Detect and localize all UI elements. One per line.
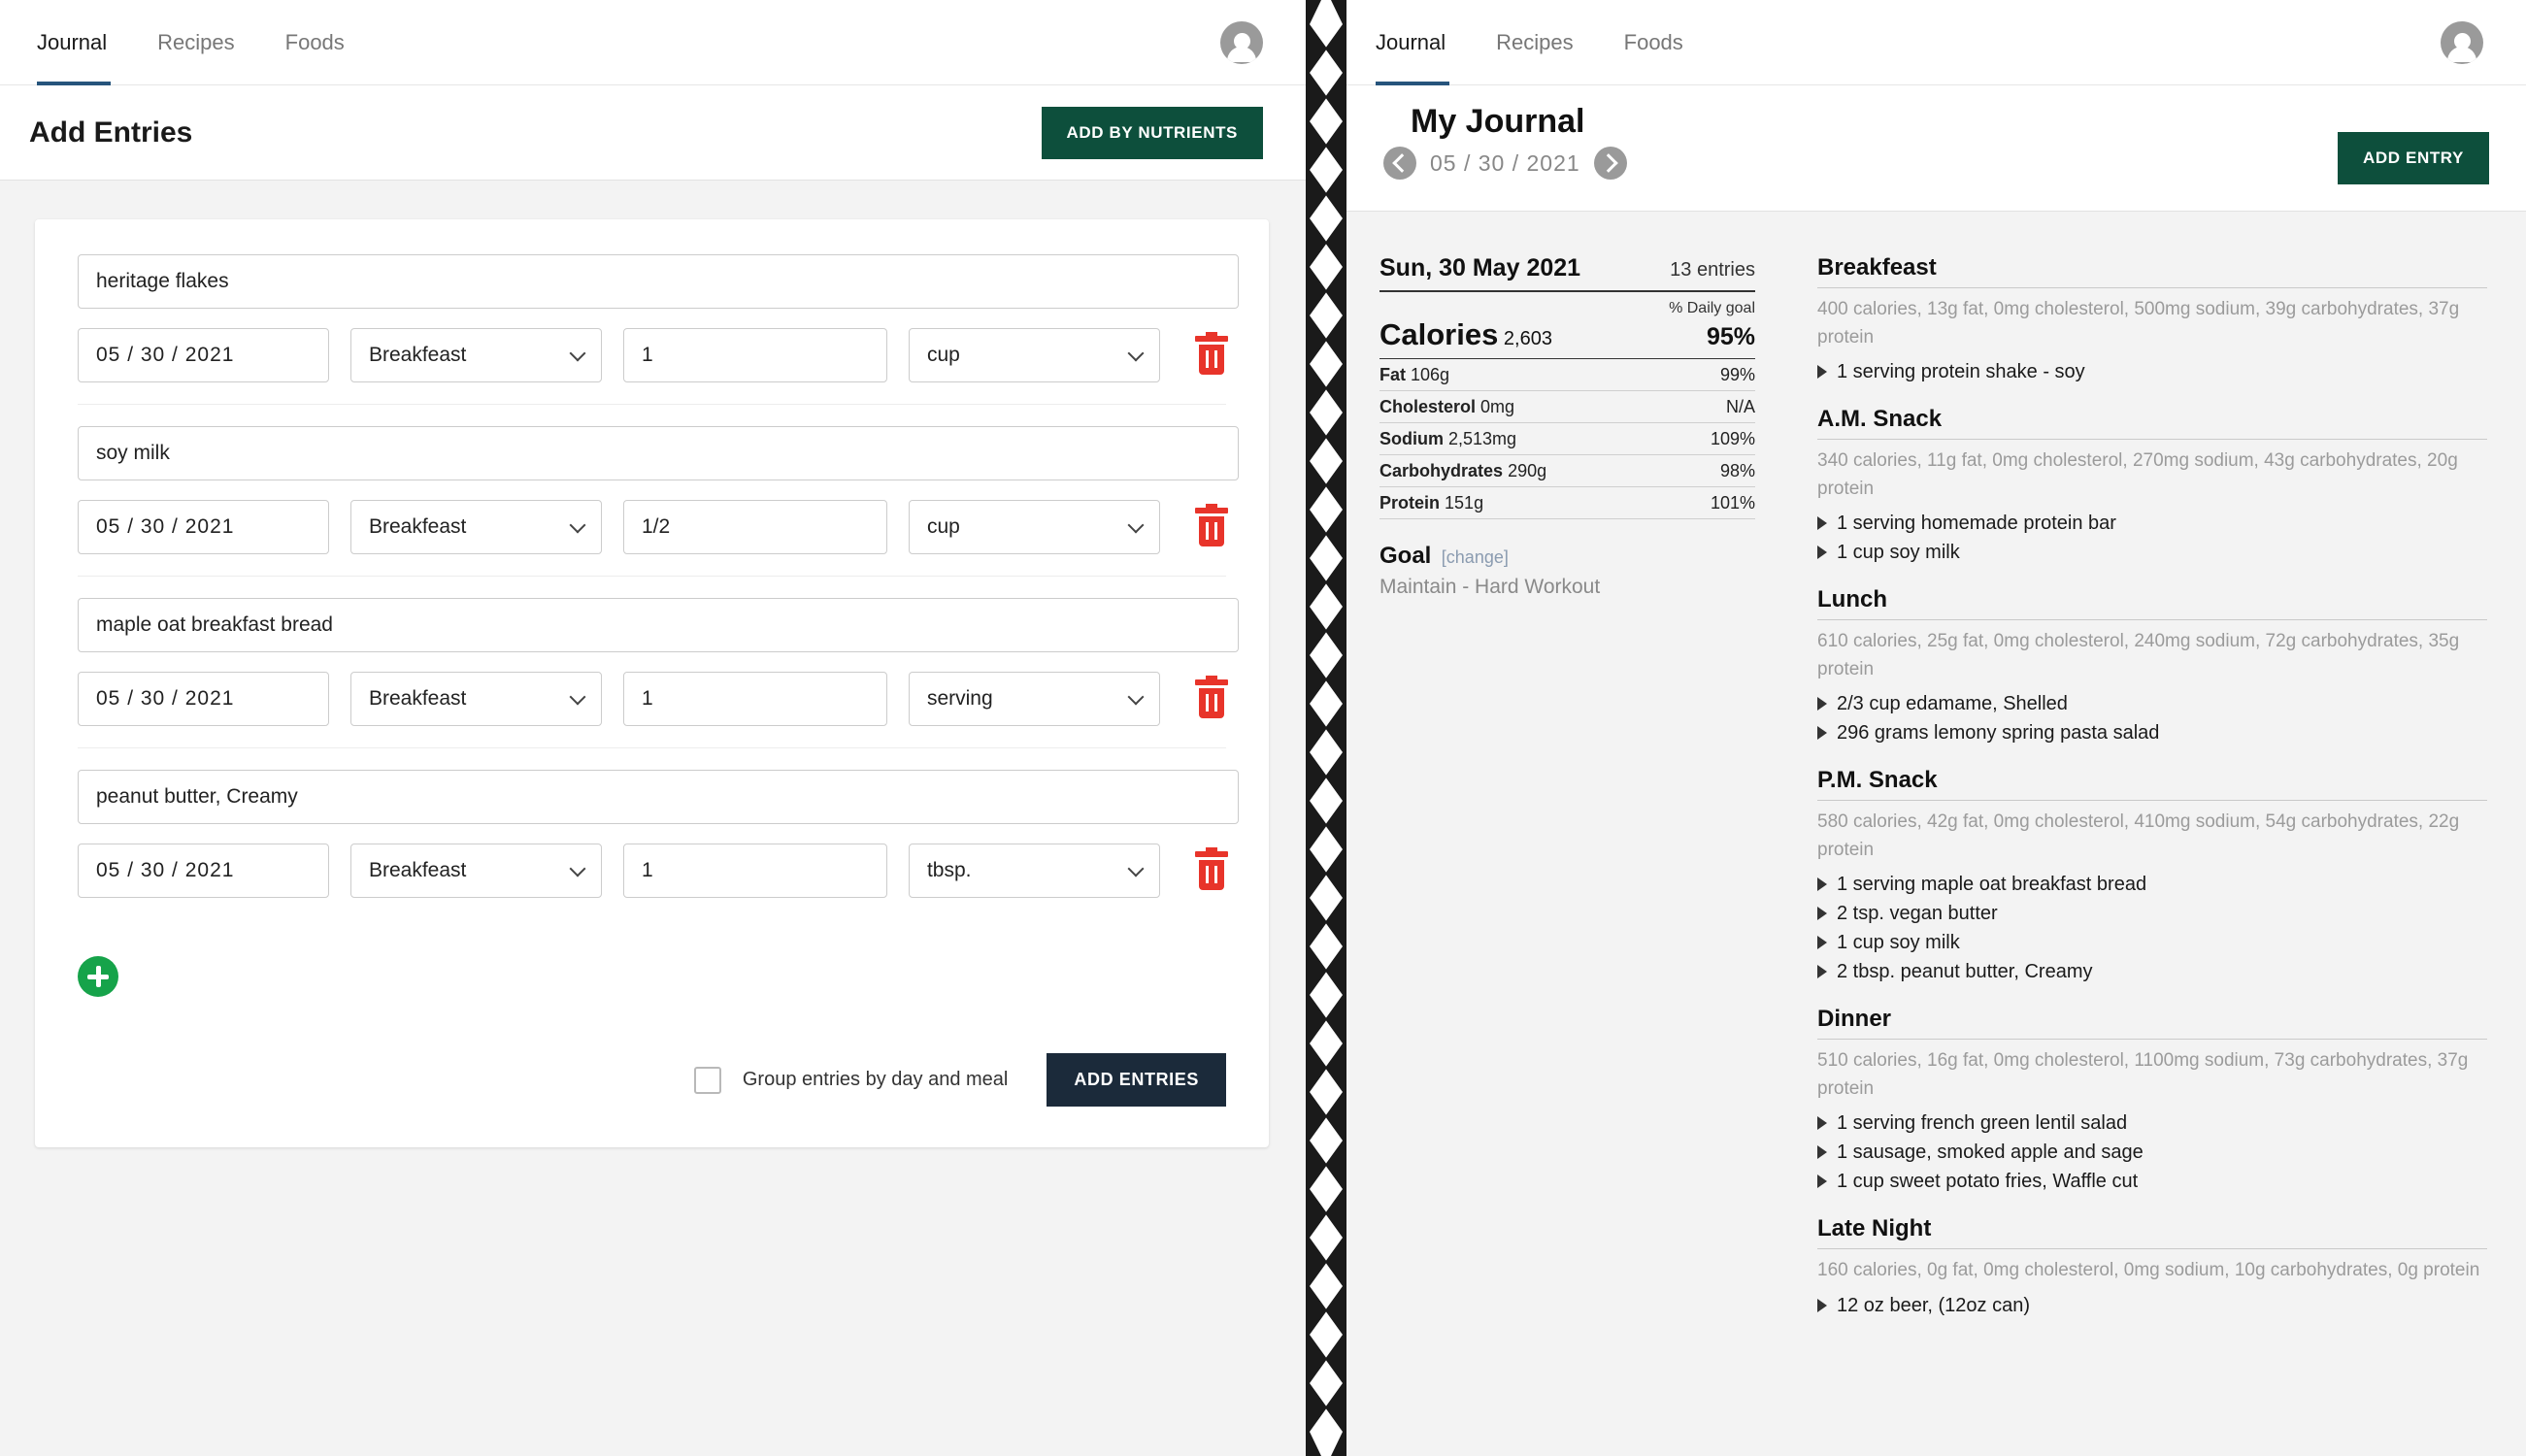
summary-header	[1379, 254, 1755, 292]
nutrient-row	[1379, 455, 1755, 487]
meal-item-label: 2/3 cup edamame, Shelled	[1837, 693, 2068, 714]
entry-date-value: 05 / 30 / 2021	[96, 687, 235, 710]
meal-item[interactable]	[1817, 870, 2487, 899]
nutrient-percent: N/A	[1725, 397, 1755, 416]
chevron-down-icon	[569, 346, 585, 362]
previous-day-button[interactable]	[1383, 147, 1416, 180]
triangle-right-icon	[1817, 726, 1827, 740]
unit-select[interactable]	[909, 844, 1160, 898]
journal-pane	[1346, 0, 2526, 1456]
entry-row-controls	[78, 844, 1226, 898]
chevron-down-icon	[1127, 689, 1144, 706]
entry-row	[78, 747, 1226, 919]
meal-item[interactable]	[1817, 957, 2487, 986]
food-name-input[interactable]	[78, 770, 1239, 824]
avatar[interactable]	[2441, 21, 2483, 64]
nav-tab-recipes[interactable]: Recipes	[157, 29, 235, 54]
food-name-input[interactable]	[78, 426, 1239, 480]
daily-goal-label: % Daily goal	[1669, 300, 1755, 316]
summary-entry-count: 13 entries	[1670, 259, 1755, 281]
meal-section	[1817, 1215, 2487, 1320]
meal-name: Lunch	[1817, 586, 2487, 620]
meal-macros: 160 calories, 0g fat, 0mg cholesterol, 0mg sodium, 10g carbohydrates, 0g protein	[1817, 1260, 2480, 1280]
entries-card-footer	[78, 1053, 1226, 1107]
nutrient-name-value: Cholesterol 0mg	[1379, 397, 1515, 416]
meal-item-label: 1 serving maple oat breakfast bread	[1837, 874, 2147, 895]
meal-select[interactable]	[350, 328, 602, 382]
meal-select[interactable]	[350, 500, 602, 554]
meal-name: Dinner	[1817, 1006, 2487, 1040]
triangle-right-icon	[1817, 877, 1827, 891]
meal-section	[1817, 586, 2487, 747]
summary-date: Sun, 30 May 2021	[1379, 254, 1581, 281]
quantity-input[interactable]	[623, 328, 887, 382]
nutrient-percent: 98%	[1719, 461, 1755, 480]
chevron-down-icon	[569, 689, 585, 706]
meal-item[interactable]	[1817, 357, 2487, 386]
entry-row-controls	[78, 500, 1226, 554]
meal-item-label: 1 cup soy milk	[1837, 932, 1960, 953]
meal-list	[1788, 254, 2526, 1340]
meal-select[interactable]	[350, 844, 602, 898]
chevron-down-icon	[1127, 861, 1144, 877]
entry-date-value: 05 / 30 / 2021	[96, 515, 235, 538]
add-by-nutrients-button[interactable]: ADD BY NUTRIENTS	[1042, 107, 1263, 159]
meal-select-value: Breakfeast	[368, 859, 467, 881]
meal-item-label: 296 grams lemony spring pasta salad	[1837, 722, 2160, 744]
triangle-right-icon	[1817, 365, 1827, 379]
meal-item[interactable]	[1817, 1109, 2487, 1138]
journal-body	[1346, 212, 2526, 1340]
current-date-label: 05 / 30 / 2021	[1430, 149, 1580, 176]
meal-select[interactable]	[350, 672, 602, 726]
add-entries-button[interactable]: ADD ENTRIES	[1047, 1053, 1226, 1107]
meal-item-label: 2 tbsp. peanut butter, Creamy	[1837, 961, 2093, 982]
chevron-down-icon	[1127, 346, 1144, 362]
triangle-right-icon	[1817, 516, 1827, 530]
meal-section	[1817, 1006, 2487, 1196]
triangle-right-icon	[1817, 697, 1827, 711]
meal-item-label: 2 tsp. vegan butter	[1837, 903, 1998, 924]
left-nav-items	[27, 0, 370, 85]
right-nav-items	[1366, 0, 1709, 85]
daily-summary	[1346, 254, 1788, 1340]
meal-item-label: 1 cup soy milk	[1837, 542, 1960, 563]
food-name-input[interactable]	[78, 598, 1239, 652]
triangle-right-icon	[1817, 1175, 1827, 1188]
nav-tab-journal[interactable]: Journal	[27, 0, 132, 85]
unit-select-value: cup	[926, 344, 960, 366]
unit-select[interactable]	[909, 672, 1160, 726]
journal-title: My Journal	[1411, 103, 1585, 140]
entry-row-controls	[78, 672, 1226, 726]
journal-nav-tab-foods[interactable]: Foods	[1623, 29, 1683, 54]
meal-section	[1817, 406, 2487, 567]
meal-item[interactable]	[1817, 928, 2487, 957]
nutrient-name-value: Fat 106g	[1379, 365, 1450, 384]
unit-select-value: serving	[926, 687, 993, 710]
meal-item[interactable]	[1817, 1138, 2487, 1167]
goal-section	[1379, 543, 1755, 599]
group-entries-label: Group entries by day and meal	[742, 1069, 1009, 1090]
meal-select-value: Breakfeast	[368, 687, 467, 710]
date-navigator	[1383, 147, 2489, 180]
meal-select-value: Breakfeast	[368, 515, 467, 538]
triangle-right-icon	[1817, 907, 1827, 920]
left-navbar	[0, 0, 1306, 85]
calories-percent: 95%	[1706, 323, 1755, 350]
delete-entry-icon[interactable]	[1195, 679, 1226, 718]
nutrient-percent: 109%	[1710, 429, 1755, 448]
meal-macros: 510 calories, 16g fat, 0mg cholesterol, 1100mg sodium, 73g carbohydrates, 37g protein	[1817, 1050, 2469, 1099]
meal-name: Late Night	[1817, 1215, 2487, 1249]
nav-tab-foods[interactable]: Foods	[284, 29, 345, 54]
group-entries-checkbox[interactable]	[694, 1067, 721, 1094]
journal-nav-tab-recipes[interactable]: Recipes	[1496, 29, 1574, 54]
meal-item[interactable]	[1817, 1167, 2487, 1196]
nutrient-row	[1379, 391, 1755, 423]
entries-card	[35, 219, 1269, 1147]
quantity-input[interactable]	[623, 844, 887, 898]
quantity-input[interactable]	[623, 672, 887, 726]
page-title: Add Entries	[29, 116, 193, 149]
add-entry-button[interactable]: ADD ENTRY	[2338, 132, 2489, 184]
unit-select-value: cup	[926, 515, 960, 538]
goal-change-link[interactable]: [change]	[1441, 547, 1509, 567]
meal-macros: 580 calories, 42g fat, 0mg cholesterol, 410mg sodium, 54g carbohydrates, 22g protein	[1817, 811, 2460, 860]
entry-date-field[interactable]	[78, 328, 329, 382]
calories-value: 2,603	[1503, 328, 1552, 349]
avatar-body-icon	[1227, 47, 1256, 62]
unit-select[interactable]	[909, 500, 1160, 554]
nutrient-row	[1379, 359, 1755, 391]
meal-macros: 340 calories, 11g fat, 0mg cholesterol, 270mg sodium, 43g carbohydrates, 20g protein	[1817, 450, 2458, 499]
nutrient-name-value: Carbohydrates 290g	[1379, 461, 1547, 480]
meal-item-label: 1 serving homemade protein bar	[1837, 513, 2116, 534]
meal-item-label: 1 sausage, smoked apple and sage	[1837, 1142, 2144, 1163]
meal-item[interactable]	[1817, 718, 2487, 747]
meal-item[interactable]	[1817, 899, 2487, 928]
meal-item[interactable]	[1817, 1291, 2487, 1320]
journal-nav-tab-journal[interactable]: Journal	[1366, 0, 1471, 85]
meal-section	[1817, 254, 2487, 386]
triangle-right-icon	[1817, 546, 1827, 559]
nutrient-row	[1379, 423, 1755, 455]
chevron-down-icon	[569, 517, 585, 534]
unit-select[interactable]	[909, 328, 1160, 382]
calories-row	[1379, 317, 1755, 359]
right-navbar	[1346, 0, 2526, 85]
entry-date-value: 05 / 30 / 2021	[96, 344, 235, 366]
meal-item-label: 1 cup sweet potato fries, Waffle cut	[1837, 1171, 2139, 1192]
entry-row	[78, 254, 1226, 404]
entry-row	[78, 576, 1226, 747]
delete-entry-icon[interactable]	[1195, 508, 1226, 546]
delete-entry-icon[interactable]	[1195, 851, 1226, 890]
triangle-right-icon	[1817, 1299, 1827, 1312]
delete-entry-icon[interactable]	[1195, 336, 1226, 375]
meal-name: A.M. Snack	[1817, 406, 2487, 440]
calories-label: Calories	[1379, 317, 1499, 351]
meal-item[interactable]	[1817, 538, 2487, 567]
chevron-down-icon	[569, 861, 585, 877]
triangle-right-icon	[1817, 1116, 1827, 1130]
food-name-input[interactable]	[78, 254, 1239, 309]
quantity-input[interactable]	[623, 500, 887, 554]
avatar[interactable]	[1220, 21, 1263, 64]
triangle-right-icon	[1817, 936, 1827, 949]
nutrient-name-value: Protein 151g	[1379, 493, 1484, 513]
goal-description: Maintain - Hard Workout	[1379, 576, 1601, 598]
meal-macros: 400 calories, 13g fat, 0mg cholesterol, 500mg sodium, 39g carbohydrates, 37g protein	[1817, 299, 2460, 347]
chevron-down-icon	[1127, 517, 1144, 534]
meal-item[interactable]	[1817, 509, 2487, 538]
meal-item-label: 12 oz beer, (12oz can)	[1837, 1294, 2031, 1316]
meal-name: Breakfeast	[1817, 254, 2487, 288]
entry-row	[78, 404, 1226, 576]
add-entries-header	[0, 85, 1306, 181]
meal-item-label: 1 serving french green lentil salad	[1837, 1112, 2128, 1134]
goal-title: Goal	[1379, 543, 1432, 569]
meal-item-label: 1 serving protein shake - soy	[1837, 361, 2085, 382]
meal-macros: 610 calories, 25g fat, 0mg cholesterol, 240mg sodium, 72g carbohydrates, 35g protein	[1817, 631, 2460, 679]
triangle-right-icon	[1817, 1145, 1827, 1159]
entry-date-field[interactable]	[78, 672, 329, 726]
next-day-button[interactable]	[1594, 147, 1627, 180]
unit-select-value: tbsp.	[926, 859, 972, 881]
nutrient-name-value: Sodium 2,513mg	[1379, 429, 1517, 448]
meal-name: P.M. Snack	[1817, 767, 2487, 801]
entry-row-controls	[78, 328, 1226, 382]
entry-date-field[interactable]	[78, 844, 329, 898]
add-row-button[interactable]	[78, 956, 118, 997]
journal-header	[1346, 85, 2526, 212]
nutrient-percent: 101%	[1710, 493, 1755, 513]
avatar-body-icon	[2447, 47, 2476, 62]
nutrient-row	[1379, 487, 1755, 519]
nutrient-percent: 99%	[1719, 365, 1755, 384]
meal-item[interactable]	[1817, 689, 2487, 718]
entry-date-value: 05 / 30 / 2021	[96, 859, 235, 881]
meal-section	[1817, 767, 2487, 986]
calories-left	[1379, 317, 1552, 352]
entry-date-field[interactable]	[78, 500, 329, 554]
meal-select-value: Breakfeast	[368, 344, 467, 366]
torn-paper-divider	[1306, 0, 1346, 1456]
triangle-right-icon	[1817, 965, 1827, 978]
